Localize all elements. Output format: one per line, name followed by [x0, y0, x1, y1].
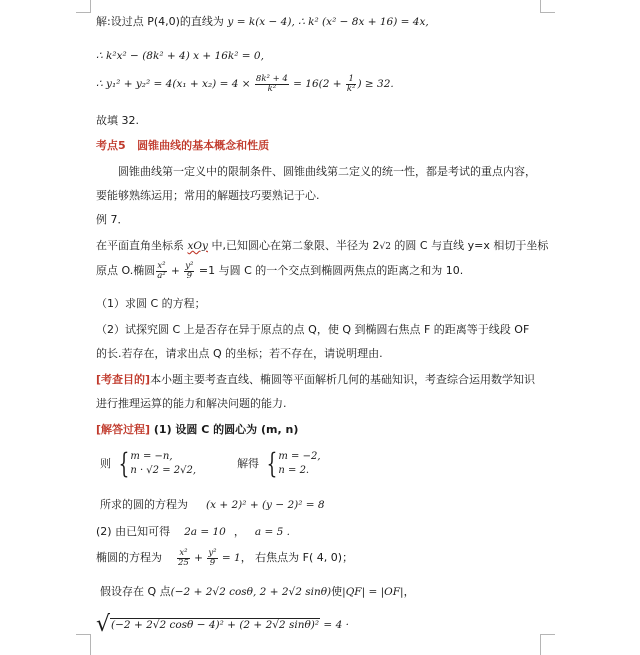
distance-equation-line: √(−2 + 2√2 cosθ − 4)² + (2 + 2√2 sinθ)² = 4 · — [96, 612, 349, 637]
answer-line: 故填 32. — [96, 114, 139, 127]
fraction: $\frac{1}{\text{k²}}$ — [346, 73, 356, 94]
solution-line-1 — [96, 14, 429, 30]
circle-equation-line: 所求的圆的方程为 (x + 2)² + (y − 2)² = 8 — [100, 498, 325, 511]
solution-intro-text: 解:设过点 P(4,0)的直线为 — [96, 15, 228, 28]
fraction: $\frac{\text{y²}}{9}$ — [208, 547, 217, 568]
example-statement-line-1: 在平面直角坐标系 xOy 中,已知圆心在第二象限、半径为 2√2 的圆 C 与直线 y=x 相切于坐标 — [96, 239, 549, 252]
fraction: $\frac{\text{y²}}{9}$ — [185, 260, 194, 281]
keypoint-para-line-1: 圆锥曲线第一定义中的限制条件、圆锥曲线第二定义的统一性，都是考试的重点内容， — [118, 165, 536, 178]
solution-line-3: ∴ y₁² + y₂² = 4(x₁ + x₂) = 4 × $\frac{\text{8k² + 4}}{\text{k²}}$ = 16(2 + $\frac{1}{\text{k²}}$ ) ≥ 32. — [96, 73, 394, 94]
left-brace: { — [118, 447, 129, 480]
question-1: （1）求圆 C 的方程； — [96, 297, 206, 310]
keypoint-heading: 考点5 圆锥曲线的基本概念和性质 — [96, 139, 270, 152]
point-q-coordinates: (−2 + 2√2 cosθ, 2 + 2√2 sinθ) — [170, 586, 332, 598]
sqrt-symbol: √ — [96, 612, 111, 637]
fraction: $\frac{\text{x²}}{\text{a²}}$ — [157, 260, 166, 281]
margin-mark-top-left — [76, 0, 91, 13]
part-2-line: (2) 由已知可得 2a = 10 ， a = 5 . — [96, 525, 290, 538]
example-label: 例 7． — [96, 213, 129, 226]
sum-of-squares-lhs: ∴ y₁² + y₂² = 4(x₁ + x₂) = 4 × — [96, 78, 254, 90]
fraction: $\frac{\text{x²}}{25}$ — [178, 547, 189, 568]
circle-equation: (x + 2)² + (y − 2)² = 8 — [206, 499, 325, 511]
quadratic-equation: ∴ k²x² − (8k² + 4) x + 16k² = 0, — [96, 50, 264, 62]
left-brace: { — [266, 447, 277, 480]
system-of-equations: 则 { m = −n, n · √2 = 2√2, 解得 { m = −2, n = 2. — [100, 447, 321, 480]
keypoint-para-line-2: 要能够熟练运用；常用的解题技巧要熟记于心. — [96, 189, 320, 202]
assumption-line: 假设存在 Q 点(−2 + 2√2 cosθ, 2 + 2√2 sinθ)使|QF| = |OF|， — [100, 585, 415, 598]
system-1: m = −n, n · √2 = 2√2, — [130, 451, 197, 476]
solution-line-2 — [96, 48, 264, 64]
question-2-line-2: 的长.若存在，请求出点 Q 的坐标；若不存在，请说明理由. — [96, 347, 383, 360]
distance-radicand: (−2 + 2√2 cosθ − 4)² + (2 + 2√2 sinθ)² — [111, 619, 320, 631]
fraction: $\frac{\text{8k² + 4}}{\text{k²}}$ — [255, 73, 288, 94]
example-statement-line-2: 原点 O.椭圆 $\frac{\text{x²}}{\text{a²}}$ + $\frac{\text{y²}}{9}$ =1 与圆 C 的一个交点到椭圆两焦点的距离之和为 10. — [96, 260, 464, 281]
solution-line-equation: y = k(x − 4), ∴ k² (x² − 8x + 16) = 4x, — [227, 16, 429, 28]
exam-purpose-line-1: [考查目的]本小题主要考查直线、椭圆等平面解析几何的基础知识，考查综合运用数学知识 — [96, 373, 536, 386]
solution-process-line-1: [解答过程] (1) 设圆 C 的圆心为 (m, n) — [96, 423, 299, 436]
margin-mark-bottom-left — [76, 634, 91, 655]
question-2-line-1: （2）试探究圆 C 上是否存在异于原点的点 Q，使 Q 到椭圆右焦点 F 的距离等于线段 OF — [96, 323, 530, 336]
exam-purpose-line-2: 进行推理运算的能力和解决问题的能力. — [96, 397, 287, 410]
margin-mark-bottom-right — [540, 634, 555, 655]
solution-process-label: [解答过程] — [96, 423, 151, 436]
ellipse-equation-line: 椭圆的方程为 $\frac{\text{x²}}{25}$ + $\frac{\text{y²}}{9}$ = 1， 右焦点为 F( 4, 0)； — [96, 547, 354, 568]
exam-purpose-label: [考查目的] — [96, 373, 151, 386]
margin-mark-top-right — [540, 0, 555, 13]
system-2: m = −2, n = 2. — [278, 451, 321, 476]
